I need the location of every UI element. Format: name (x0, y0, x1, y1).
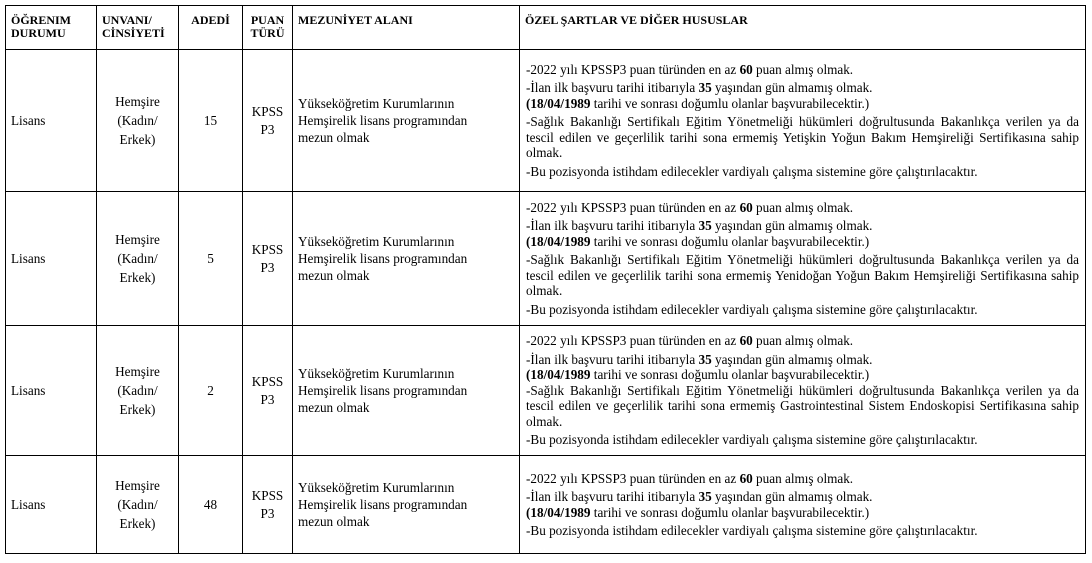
sart-score-value: 60 (739, 199, 753, 215)
puan-type: KPSS (251, 373, 284, 389)
unvan-gender-open: (Kadın/ (117, 113, 158, 128)
table-row (6, 192, 1086, 326)
sart-age-value: 35 (698, 351, 712, 367)
unvan-cell (97, 326, 179, 456)
unvan-gender-open: (Kadın/ (117, 497, 158, 512)
sart-kpss-score (526, 471, 1079, 487)
sart-text: tarihi ve sonrası doğumlu olanlar başvurabilecektir.) (590, 367, 870, 383)
sart-date-value: (18/04/1989 (526, 95, 591, 111)
mezuniyet-cell (293, 192, 520, 326)
sart-age-value: 35 (698, 218, 712, 234)
puan-suffix: P3 (260, 121, 275, 137)
sart-text: -İlan ilk başvuru tarihi itibarıyla (526, 218, 699, 234)
unvan-gender-close: Erkek) (119, 270, 156, 285)
mezun-line: mezun olmak (298, 130, 370, 145)
table-row (6, 456, 1086, 554)
sart-certificate: -Sağlık Bakanlığı Sertifikalı Eğitim Yönetmeliği hükümleri doğrultusunda Bakanlıkça verilen ya da tescil edilen ve geçerlilik tarihi sona ermemiş Gastrointestinal Sistem Endoskopisi Sertifikasına sahip olmak. (526, 382, 1079, 429)
sart-kpss-score (526, 200, 1079, 216)
header-puan: PUAN TÜRÜ (243, 6, 293, 50)
sartlar-cell (520, 326, 1086, 456)
sart-shift-work: -Bu pozisyonda istihdam edilecekler vardiyalı çalışma sistemine göre çalıştırılacaktır. (526, 523, 978, 538)
mezuniyet-cell (293, 326, 520, 456)
sart-text: yaşından gün almamış olmak. (711, 80, 873, 96)
puan-suffix: P3 (260, 259, 275, 275)
sart-text: puan almış olmak. (752, 61, 854, 77)
sart-age-limit (526, 80, 1079, 96)
sart-certificate: -Sağlık Bakanlığı Sertifikalı Eğitim Yönetmeliği hükümleri doğrultusunda Bakanlıkça verilen ya da tescil edilen ve geçerlilik tarihi sona ermemiş Yetişkin Yoğun Bakım Hemşireliği Sertifikasına sahip olmak. (526, 114, 1079, 161)
sart-text: tarihi ve sonrası doğumlu olanlar başvurabilecektir.) (590, 233, 870, 249)
unvan-gender-close: Erkek) (119, 132, 156, 147)
sart-text: -İlan ilk başvuru tarihi itibarıyla (526, 80, 699, 96)
mezun-line: Yükseköğretim Kurumlarının (298, 96, 455, 111)
mezun-line: mezun olmak (298, 400, 370, 415)
sart-text: -İlan ilk başvuru tarihi itibarıyla (526, 351, 699, 367)
ogrenim-cell: Lisans (6, 50, 97, 192)
puan-type: KPSS (251, 241, 284, 257)
unvan-title: Hemşire (115, 94, 160, 109)
sart-birth-date (526, 367, 1079, 383)
mezuniyet-cell (293, 50, 520, 192)
ogrenim-cell: Lisans (6, 326, 97, 456)
header-sartlar: ÖZEL ŞARTLAR VE DİĞER HUSUSLAR (520, 6, 1086, 50)
sart-shift-work: -Bu pozisyonda istihdam edilecekler vardiyalı çalışma sistemine göre çalıştırılacaktır. (526, 301, 978, 317)
sart-age-value: 35 (698, 80, 712, 96)
sart-age-limit (526, 218, 1079, 234)
sart-score-value: 60 (739, 333, 753, 349)
mezun-line: Yükseköğretim Kurumlarının (298, 480, 455, 495)
mezun-line: Yükseköğretim Kurumlarının (298, 234, 455, 249)
unvan-cell (97, 456, 179, 554)
header-adet: ADEDİ (179, 6, 243, 50)
mezun-line: mezun olmak (298, 268, 370, 283)
sart-text: tarihi ve sonrası doğumlu olanlar başvurabilecektir.) (590, 504, 870, 520)
table-row (6, 50, 1086, 192)
sart-shift-work: -Bu pozisyonda istihdam edilecekler vardiyalı çalışma sistemine göre çalıştırılacaktır. (526, 432, 978, 448)
sart-age-limit (526, 352, 1079, 368)
unvan-cell (97, 50, 179, 192)
sart-text: yaşından gün almamış olmak. (711, 218, 873, 234)
unvan-gender-close: Erkek) (119, 516, 156, 531)
sart-birth-date (526, 96, 1079, 112)
unvan-gender-open: (Kadın/ (117, 251, 158, 266)
adet-cell: 48 (179, 456, 243, 554)
unvan-title: Hemşire (115, 364, 160, 379)
unvan-title: Hemşire (115, 478, 160, 493)
sart-text: -2022 yılı KPSSP3 puan türünden en az (526, 470, 740, 486)
mezun-line: mezun olmak (298, 514, 370, 529)
mezun-line: Hemşirelik lisans programından (298, 497, 468, 512)
ogrenim-cell: Lisans (6, 192, 97, 326)
sart-age-value: 35 (698, 489, 712, 504)
sart-date-value: (18/04/1989 (526, 504, 591, 520)
adet-cell: 5 (179, 192, 243, 326)
sartlar-cell (520, 192, 1086, 326)
sart-shift-work: -Bu pozisyonda istihdam edilecekler vardiyalı çalışma sistemine göre çalıştırılacaktır. (526, 163, 978, 179)
puan-type: KPSS (251, 103, 284, 119)
sart-text: yaşından gün almamış olmak. (711, 489, 873, 504)
sart-text: puan almış olmak. (752, 333, 854, 349)
puan-cell (243, 456, 293, 554)
sartlar-cell (520, 456, 1086, 554)
unvan-cell (97, 192, 179, 326)
sart-kpss-score (526, 62, 1079, 78)
puan-cell (243, 50, 293, 192)
unvan-title: Hemşire (115, 232, 160, 247)
sart-age-limit (526, 489, 1079, 505)
sart-certificate: -Sağlık Bakanlığı Sertifikalı Eğitim Yönetmeliği hükümleri doğrultusunda Bakanlıkça verilen ya da tescil edilen ve geçerlilik tarihi sona ermemiş Yenidoğan Yoğun Bakım Hemşireliği Sertifikasına sahip olmak. (526, 252, 1079, 299)
unvan-gender-open: (Kadın/ (117, 383, 158, 398)
sart-birth-date (526, 234, 1079, 250)
job-positions-table (5, 5, 1086, 554)
sart-date-value: (18/04/1989 (526, 367, 591, 383)
puan-cell (243, 326, 293, 456)
header-unvan: UNVANI/ CİNSİYETİ (97, 6, 179, 50)
header-ogrenim: ÖĞRENIM DURUMU (6, 6, 97, 50)
puan-suffix: P3 (260, 505, 275, 521)
sart-kpss-score (526, 333, 1079, 349)
sart-text: tarihi ve sonrası doğumlu olanlar başvurabilecektir.) (590, 95, 870, 111)
mezuniyet-cell (293, 456, 520, 554)
sart-score-value: 60 (739, 61, 753, 77)
mezun-line: Yükseköğretim Kurumlarının (298, 366, 455, 381)
puan-cell (243, 192, 293, 326)
sart-text: -İlan ilk başvuru tarihi itibarıyla (526, 489, 699, 504)
sart-text: -2022 yılı KPSSP3 puan türünden en az (526, 61, 740, 77)
ogrenim-cell: Lisans (6, 456, 97, 554)
header-mezuniyet: MEZUNİYET ALANI (293, 6, 520, 50)
adet-cell: 15 (179, 50, 243, 192)
sart-text: puan almış olmak. (752, 470, 854, 486)
puan-suffix: P3 (260, 391, 275, 407)
mezun-line: Hemşirelik lisans programından (298, 251, 468, 266)
sart-text: -2022 yılı KPSSP3 puan türünden en az (526, 199, 740, 215)
sart-text: puan almış olmak. (752, 199, 854, 215)
sart-text: yaşından gün almamış olmak. (711, 351, 873, 367)
sart-text: -2022 yılı KPSSP3 puan türünden en az (526, 333, 740, 349)
table-row (6, 326, 1086, 456)
sart-birth-date (526, 505, 1079, 521)
mezun-line: Hemşirelik lisans programından (298, 113, 468, 128)
unvan-gender-close: Erkek) (119, 402, 156, 417)
sart-date-value: (18/04/1989 (526, 233, 591, 249)
mezun-line: Hemşirelik lisans programından (298, 383, 468, 398)
puan-type: KPSS (251, 487, 284, 503)
table-header-row (6, 6, 1086, 50)
sart-score-value: 60 (739, 470, 753, 486)
adet-cell: 2 (179, 326, 243, 456)
sartlar-cell (520, 50, 1086, 192)
